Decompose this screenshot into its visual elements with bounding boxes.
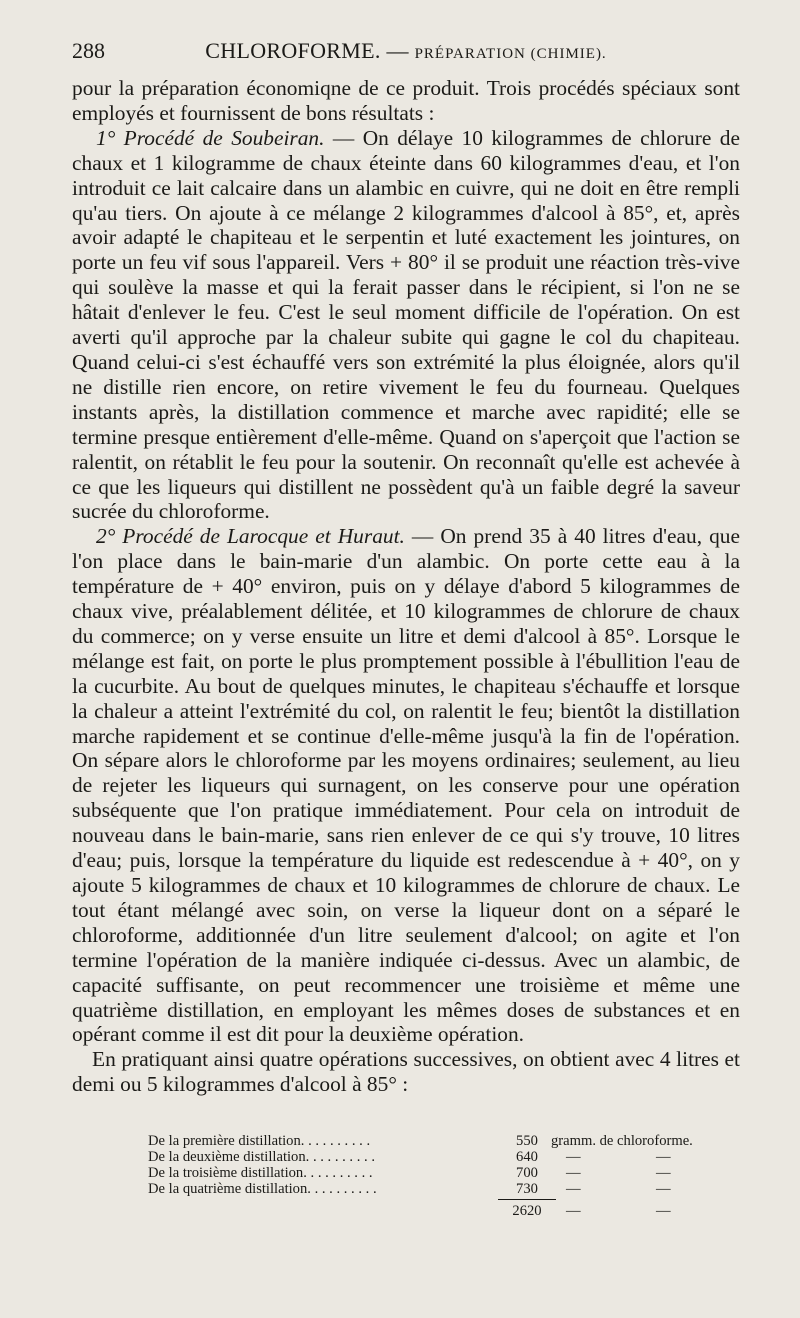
running-title (72, 38, 740, 64)
table-total-row (148, 1203, 718, 1219)
procedure-title-larocque-huraut: 2° Procédé de Larocque et Huraut. (96, 524, 405, 549)
ditto-dash: — (656, 1165, 671, 1181)
row-label: De la troisième distillation. . . . . . . . . . (148, 1165, 373, 1181)
ditto-dash: — (566, 1149, 581, 1165)
row-value: 700 (516, 1165, 538, 1181)
ditto-dash: — (656, 1181, 671, 1197)
page-body (72, 76, 740, 1097)
row-label: De la première distillation. . . . . . . . . . (148, 1133, 371, 1149)
paragraph-intro: pour la préparation économiqne de ce produit. Trois procédés spéciaux sont employés et fournissent de bons résultats : (72, 76, 740, 125)
running-title-main: CHLOROFORME. — (205, 38, 409, 63)
paragraph-results: En pratiquant ainsi quatre opérations successives, on obtient avec 4 litres et demi ou 5 kilogrammes d'alcool à 85° : (72, 1047, 740, 1097)
yield-table (148, 1133, 718, 1219)
ditto-dash: — (566, 1165, 581, 1181)
total-value: 2620 (512, 1203, 542, 1219)
ditto-dash: — (566, 1181, 581, 1197)
row-unit: gramm. de chloroforme. (551, 1133, 693, 1149)
table-row (148, 1181, 718, 1197)
table-row (148, 1149, 718, 1165)
row-value: 550 (516, 1133, 538, 1149)
paragraph-larocque-huraut-text: — On prend 35 à 40 litres d'eau, que l'on place dans le bain-marie d'un alambic. On porte cette eau à la température de + 40° environ, puis on y délaye d'abord 5 kilogrammes de chaux vive, préalablement délitée, et 10 kilogrammes de chlorure de chaux du commerce; on y verse ensuite un litre et demi d'alcool à 85°. Lorsque le mélange est fait, on porte le plus promptement possible à l'ébullition l'eau de la cucurbite. Au bout de quelques minutes, le chapiteau s'échauffe et lorsque la chaleur a atteint l'extrémité du col, on ralentit le feu; bientôt la distillation marche rapidement et se continue d'elle-même jusqu'à la fin de l'opération. On sépare alors le chloroforme par les moyens ordinaires; seulement, au lieu de rejeter les liqueurs qui surnagent, on les conserve pour une opération subséquente que l'on pratique immédiatement. Pour cela on introduit de nouveau dans le bain-marie, sans rien enlever de ce qui s'y trouve, 10 litres d'eau; puis, lorsque la température du liquide est redescendue à + 40°, on y ajoute 5 kilogrammes de chaux et 10 kilogrammes de chlorure de chaux. Le tout étant mélangé avec soin, on verse la liqueur dont on a séparé le chloroforme, additionnée d'un litre seulement d'alcool; on agite et l'on termine l'opération de la manière indiquée ci-dessus. Avec un alambic, de capacité suffisante, on peut recommencer une troisième et même une quatrième distillation, en employant les mêmes doses de substances et en opérant comme il est dit pour la deuxième opération. (72, 524, 740, 1047)
row-value: 640 (516, 1149, 538, 1165)
paragraph-larocque-huraut (72, 524, 740, 1047)
table-row (148, 1165, 718, 1181)
table-row (148, 1133, 718, 1149)
running-header (72, 38, 740, 70)
sum-rule (498, 1199, 556, 1200)
row-label: De la quatrième distillation. . . . . . . . . . (148, 1181, 377, 1197)
ditto-dash: — (566, 1203, 581, 1219)
ditto-dash: — (656, 1149, 671, 1165)
page-number: 288 (72, 38, 105, 63)
running-title-sub: PRÉPARATION (CHIMIE). (414, 46, 607, 62)
row-label: De la deuxième distillation. . . . . . . . . . (148, 1149, 375, 1165)
paragraph-soubeiran-text: — On délaye 10 kilogrammes de chlorure de chaux et 1 kilogramme de chaux éteinte dans 60 kilogrammes d'eau, et l'on introduit ce lait calcaire dans un alambic en cuivre, qui ne doit en être rempli qu'au tiers. On ajoute à ce mélange 2 kilogrammes d'alcool à 85°, et, après avoir adapté le chapiteau et le serpentin et luté exactement les jointures, on porte un feu vif sous l'appareil. Vers + 80° il se produit une réaction très-vive qui soulève la masse et qui la ferait passer dans le récipient, si l'on ne se hâtait d'enlever le feu. C'est le seul moment difficile de l'opération. On est averti qu'il approche par la chaleur subite qui gagne le col du chapiteau. Quand celui-ci s'est échauffé vers son extrémité la plus éloignée, alors qu'il ne distille rien encore, on retire vivement le feu du fourneau. Quelques instants après, la distillation commence et marche avec rapidité; elle se termine presque entièrement d'elle-même. Quand on s'aperçoit que l'action se ralentit, on rétablit le feu pour la soutenir. On reconnaît qu'elle est achevée à ce que les liqueurs qui distillent ne possèdent qu'à un faible degré la saveur sucrée du chloroforme. (72, 125, 740, 524)
ditto-dash: — (656, 1203, 671, 1219)
paragraph-soubeiran (72, 126, 740, 525)
row-value: 730 (516, 1181, 538, 1197)
procedure-title-soubeiran: 1° Procédé de Soubeiran. (96, 125, 325, 150)
